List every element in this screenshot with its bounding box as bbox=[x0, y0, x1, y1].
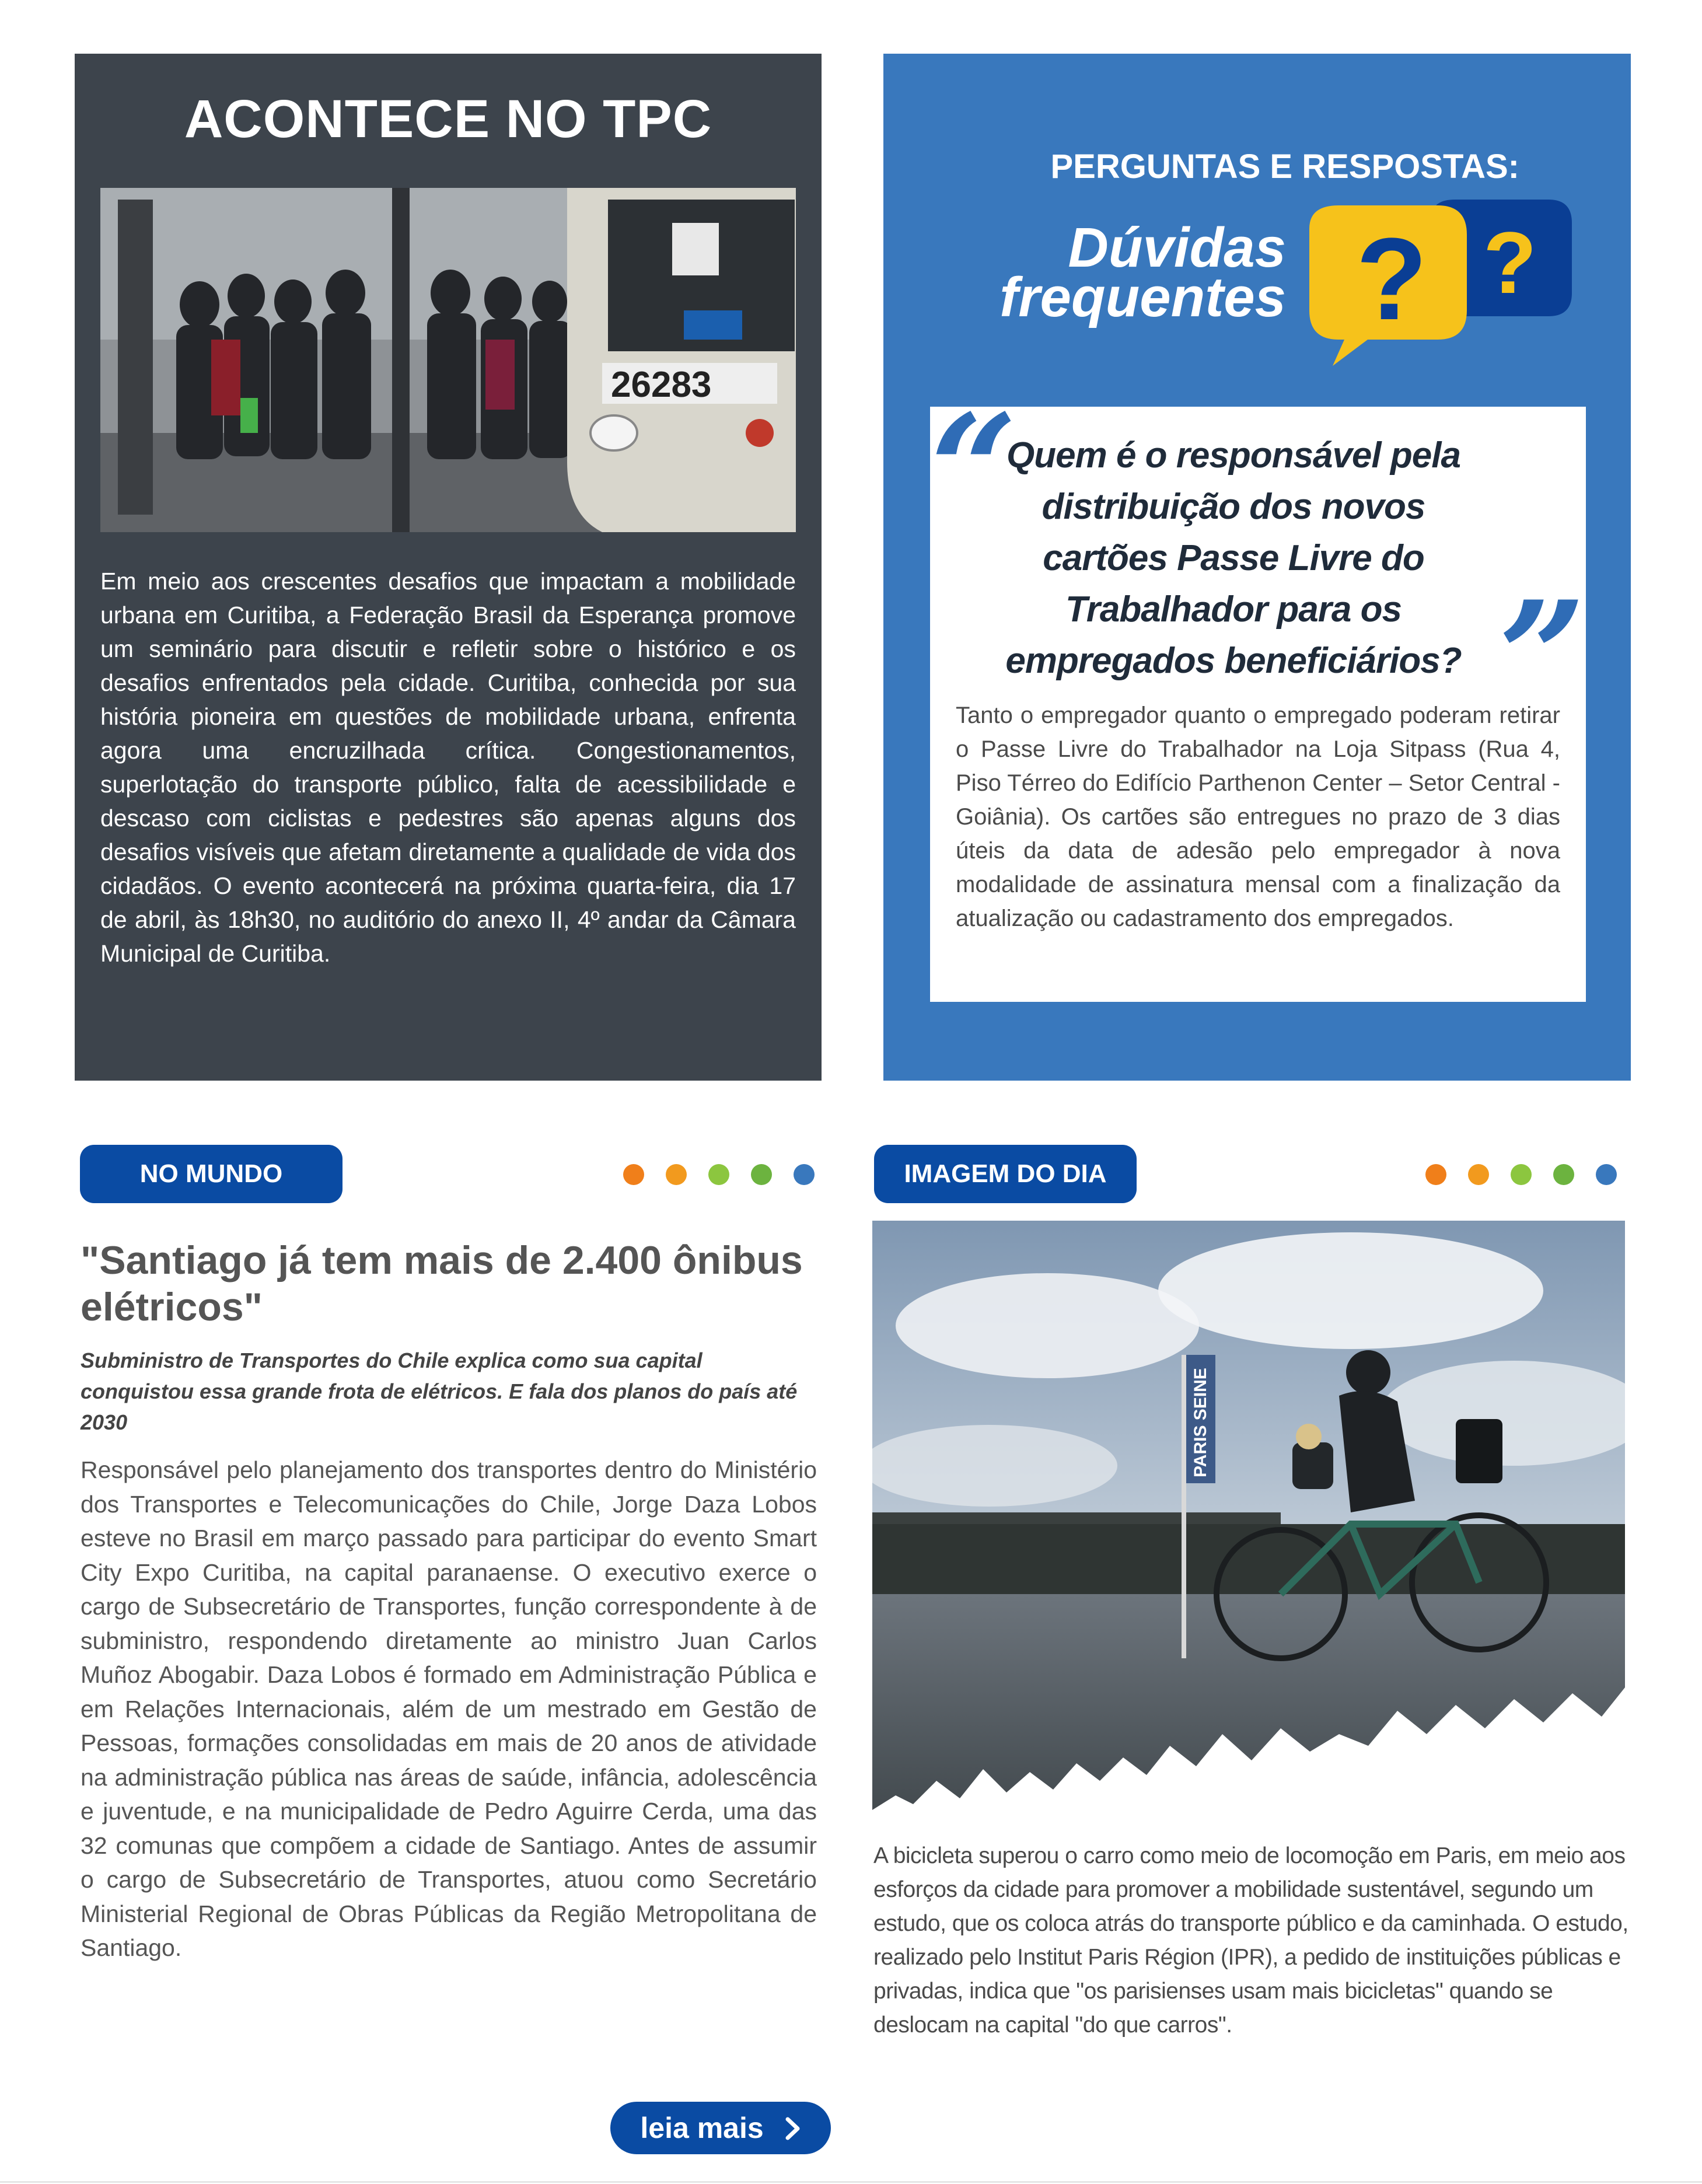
bottom-divider bbox=[0, 2181, 1702, 2183]
leia-mais-button[interactable] bbox=[610, 2102, 831, 2154]
dot-amber bbox=[666, 1164, 687, 1185]
mundo-headline[interactable]: "Santiago já tem mais de 2.400 ônibus elétricos" bbox=[81, 1238, 803, 1329]
small-question-mark: ? bbox=[1483, 214, 1537, 312]
faq-heading: PERGUNTAS E RESPOSTAS: bbox=[1050, 148, 1519, 186]
tpc-article-body: Em meio aos crescentes desafios que impactam a mobilidade urbana em Curitiba, a Federação Brasil da Esperança promove um seminário para discutir e refletir sobre o histórico e os desafios enfrentados pela cidade. Curitiba, conhecida por sua história pioneira em questões de mobilidade urbana, enfrenta agora uma encruzilhada crítica. Congestionamentos, superlotação do transporte público, falta de acessibilidade e descaso com ciclistas e pedestres são apenas alguns dos desafios visíveis que afetam diretamente a qualidade de vida dos cidadãos. O evento acontecerá na próxima quarta-feira, dia 17 de abril, às 18h30, no auditório do anexo II, 4º andar da Câmara Municipal de Curitiba. bbox=[100, 568, 796, 967]
chevron-right-icon bbox=[785, 2104, 801, 2157]
bus-number: 26283 bbox=[611, 365, 712, 405]
dot-green bbox=[1553, 1164, 1574, 1185]
faq-answer: Tanto o empregador quanto o empregado poderam retirar o Passe Livre do Trabalhador na Loja Sitpass (Rua 4, Piso Térreo do Edifício Parthenon Center – Setor Central - Goiânia). Os cartões são entregues no prazo de 3 dias úteis da data de adesão pelo empregador à nova modalidade de assinatura mensal com a finalização da atualização ou cadastramento dos empregados. bbox=[956, 703, 1560, 931]
tpc-panel bbox=[75, 54, 822, 1081]
dia-caption: A bicicleta superou o carro como meio de locomoção em Paris, em meio aos esforços da cidade para promover a mobilidade sustentável, segundo um estudo, que os coloca atrás do transporte público e da caminhada. O estudo, realizado pelo Institut Paris Région (IPR), a pedido de instituições públicas e privadas, indica que "os parisienses usam mais bicicletas" quando se deslocam na capital "do que carros". bbox=[873, 1843, 1628, 2038]
tpc-title: ACONTECE NO TPC bbox=[184, 89, 712, 149]
dot-blue bbox=[1596, 1164, 1617, 1185]
big-question-mark: ? bbox=[1356, 214, 1428, 344]
faq-title-line1: Dúvidas bbox=[1068, 216, 1286, 279]
bus-stop-illustration bbox=[100, 188, 796, 532]
no-mundo-tag: NO MUNDO bbox=[80, 1145, 343, 1203]
faq-question: Quem é o responsável pela distribuição dos novos cartões Passe Livre do Trabalhador para os empregados beneficiários? bbox=[1005, 435, 1462, 681]
dot-orange bbox=[623, 1164, 644, 1185]
question-bubbles-icon bbox=[1298, 194, 1578, 369]
faq-panel bbox=[883, 54, 1631, 1081]
mundo-subtitle: Subministro de Transportes do Chile explica como sua capital conquistou essa grande frota de elétricos. E fala dos planos do país até 2030 bbox=[81, 1348, 798, 1434]
dot-green bbox=[751, 1164, 772, 1185]
dia-dots bbox=[1425, 1164, 1624, 1187]
dot-lime bbox=[1511, 1164, 1532, 1185]
leia-mais-label: leia mais bbox=[640, 2112, 764, 2144]
dot-blue bbox=[794, 1164, 815, 1185]
open-quote-icon: “ bbox=[930, 382, 1018, 560]
mundo-dots bbox=[623, 1164, 822, 1187]
dot-lime bbox=[708, 1164, 729, 1185]
faq-title-line2: frequentes bbox=[999, 266, 1286, 329]
imagem-do-dia-tag: IMAGEM DO DIA bbox=[874, 1145, 1137, 1203]
dot-orange bbox=[1425, 1164, 1446, 1185]
paris-cyclist-photo bbox=[872, 1221, 1625, 1839]
dot-amber bbox=[1468, 1164, 1489, 1185]
faq-card bbox=[930, 382, 1586, 1002]
mundo-article-body: Responsável pelo planejamento dos transportes dentro do Ministério dos Transportes e Telecomunicações do Chile, Jorge Daza Lobos esteve no Brasil em março passado para participar do evento Smart City Expo Curitiba, na capital paranaense. O executivo exerce o cargo de Subsecretário de Transportes, função correspondente à de subministro, respondendo diretamente ao ministro Juan Carlos Muñoz Abogabir. Daza Lobos é formado em Administração Pública e em Relações Internacionais, além de um mestrado em Gestão de Pessoas, formações consolidadas em mais de 20 anos de atividade na administração pública nas áreas de saúde, infância, adolescência e juventude, e na municipalidade de Pedro Aguirre Cerda, uma das 32 comunas que compõem a cidade de Santiago. Antes de assumir o cargo de Subsecretário de Transportes, atuou como Secretário Ministerial Regional de Obras Públicas da Região Metropolitana de Santiago. bbox=[81, 1456, 817, 1961]
close-quote-icon: ” bbox=[1498, 568, 1586, 746]
bus-stop-photo bbox=[100, 188, 796, 532]
flag-text: PARIS SEINE bbox=[1191, 1368, 1210, 1477]
